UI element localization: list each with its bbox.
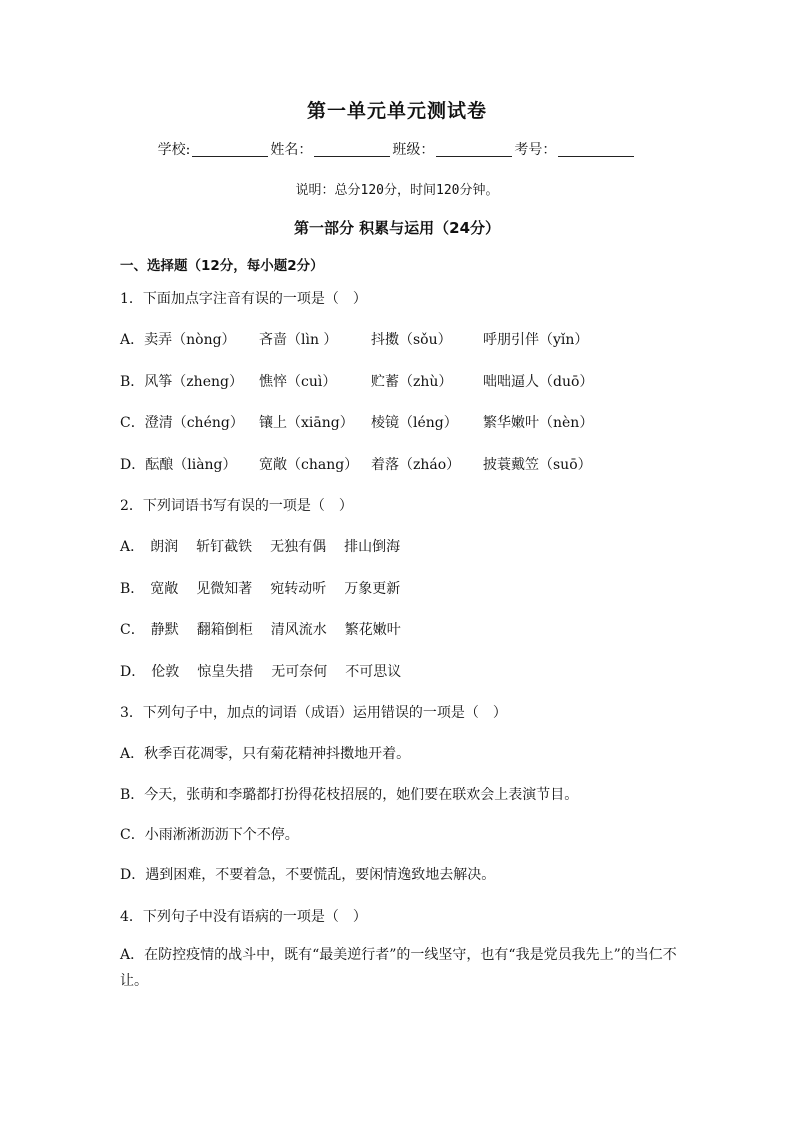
option-label: B． (120, 581, 145, 597)
option-item: 宛转动听 (270, 581, 327, 597)
q3-option-c: C．小雨淅淅沥沥下个不停。 (120, 827, 299, 843)
option-item: 伦敦 (151, 664, 180, 680)
option-item: 排山倒海 (344, 539, 401, 555)
name-label: 姓名： (270, 142, 313, 158)
option-item: 棱镜（léng） (371, 415, 458, 431)
q4-option-a: A．在防控疫情的战斗中，既有“最美逆行者”的一线坚守，也有“我是党员我先上”的当仁不让。 (120, 947, 677, 989)
class-blank (436, 142, 512, 157)
option-item: 贮蓄（zhù） (371, 374, 453, 390)
option-item: 风筝（zheng） (144, 374, 243, 390)
option-item: 无可奈何 (271, 664, 328, 680)
q1-option-b (120, 371, 593, 391)
q1-option-c (120, 412, 593, 432)
option-item: 澄清（chéng） (144, 415, 244, 431)
exam-note: 说明：总分120分，时间120分钟。 (295, 183, 499, 198)
option-item: 宽敞（chang） (259, 457, 359, 473)
option-label: C． (120, 622, 145, 638)
student-info-line (0, 139, 794, 159)
option-item: 惊皇失措 (197, 664, 254, 680)
option-item: 憔悴（cuì） (259, 374, 337, 390)
q2-option-b (120, 578, 418, 598)
option-item: 呼朋引伴（yǐn） (483, 332, 589, 348)
option-label: D． (120, 664, 146, 680)
question-1-stem: 1．下面加点字注音有误的一项是（ ） (120, 291, 367, 307)
option-item: 吝啬（lìn ） (259, 332, 338, 348)
option-item: 咄咄逼人（duō） (483, 374, 594, 390)
option-label: C． (120, 415, 145, 431)
name-blank (314, 142, 390, 157)
school-blank (192, 142, 268, 157)
page-title: 第一单元单元测试卷 (306, 100, 487, 122)
option-label: D． (120, 457, 146, 473)
option-item: 朗润 (150, 539, 179, 555)
option-item: 万象更新 (344, 581, 401, 597)
option-item: 酝酿（liàng） (145, 457, 237, 473)
q2-option-a (120, 536, 418, 556)
class-label: 班级： (392, 142, 435, 158)
option-item: 繁华嫩叶（nèn） (483, 415, 594, 431)
option-item: 清风流水 (270, 622, 327, 638)
option-item: 斩钉截铁 (196, 539, 253, 555)
question-2-stem: 2．下列词语书写有误的一项是（ ） (120, 498, 353, 514)
option-label: B． (120, 374, 145, 390)
q3-option-b: B．今天，张萌和李璐都打扮得花枝招展的，她们要在联欢会上表演节目。 (120, 787, 579, 803)
option-item: 静默 (150, 622, 179, 638)
q1-option-a (120, 329, 588, 349)
option-item: 翻箱倒柜 (196, 622, 253, 638)
option-item: 披蓑戴笠（suō） (483, 457, 592, 473)
q2-option-c (120, 619, 419, 639)
q2-option-d (120, 661, 419, 681)
option-item: 无独有偶 (270, 539, 327, 555)
q3-option-d: D．遇到困难，不要着急，不要慌乱，要闲情逸致地去解决。 (120, 867, 496, 883)
option-item: 宽敞 (150, 581, 179, 597)
q3-option-a: A．秋季百花凋零，只有菊花精神抖擞地开着。 (120, 746, 411, 762)
number-label: 考号： (514, 142, 557, 158)
question-3-stem: 3．下列句子中，加点的词语（成语）运用错误的一项是（ ） (120, 705, 507, 721)
option-item: 繁花嫩叶 (344, 622, 401, 638)
number-blank (558, 142, 634, 157)
option-label: A． (120, 539, 145, 555)
option-item: 镶上（xiāng） (259, 415, 354, 431)
q1-option-d (120, 454, 592, 474)
option-item: 抖擞（sǒu） (371, 332, 452, 348)
option-item: 见微知著 (196, 581, 253, 597)
question-4-stem: 4．下列句子中没有语病的一项是（ ） (120, 909, 367, 925)
option-item: 卖弄（nòng） (144, 332, 236, 348)
section-heading: 一、选择题（12分，每小题2分） (120, 258, 324, 274)
part-heading: 第一部分 积累与运用（24分） (293, 219, 501, 237)
option-item: 不可思议 (345, 664, 402, 680)
school-label: 学校: (157, 142, 191, 158)
option-item: 着落（zháo） (371, 457, 461, 473)
option-label: A． (120, 332, 145, 348)
